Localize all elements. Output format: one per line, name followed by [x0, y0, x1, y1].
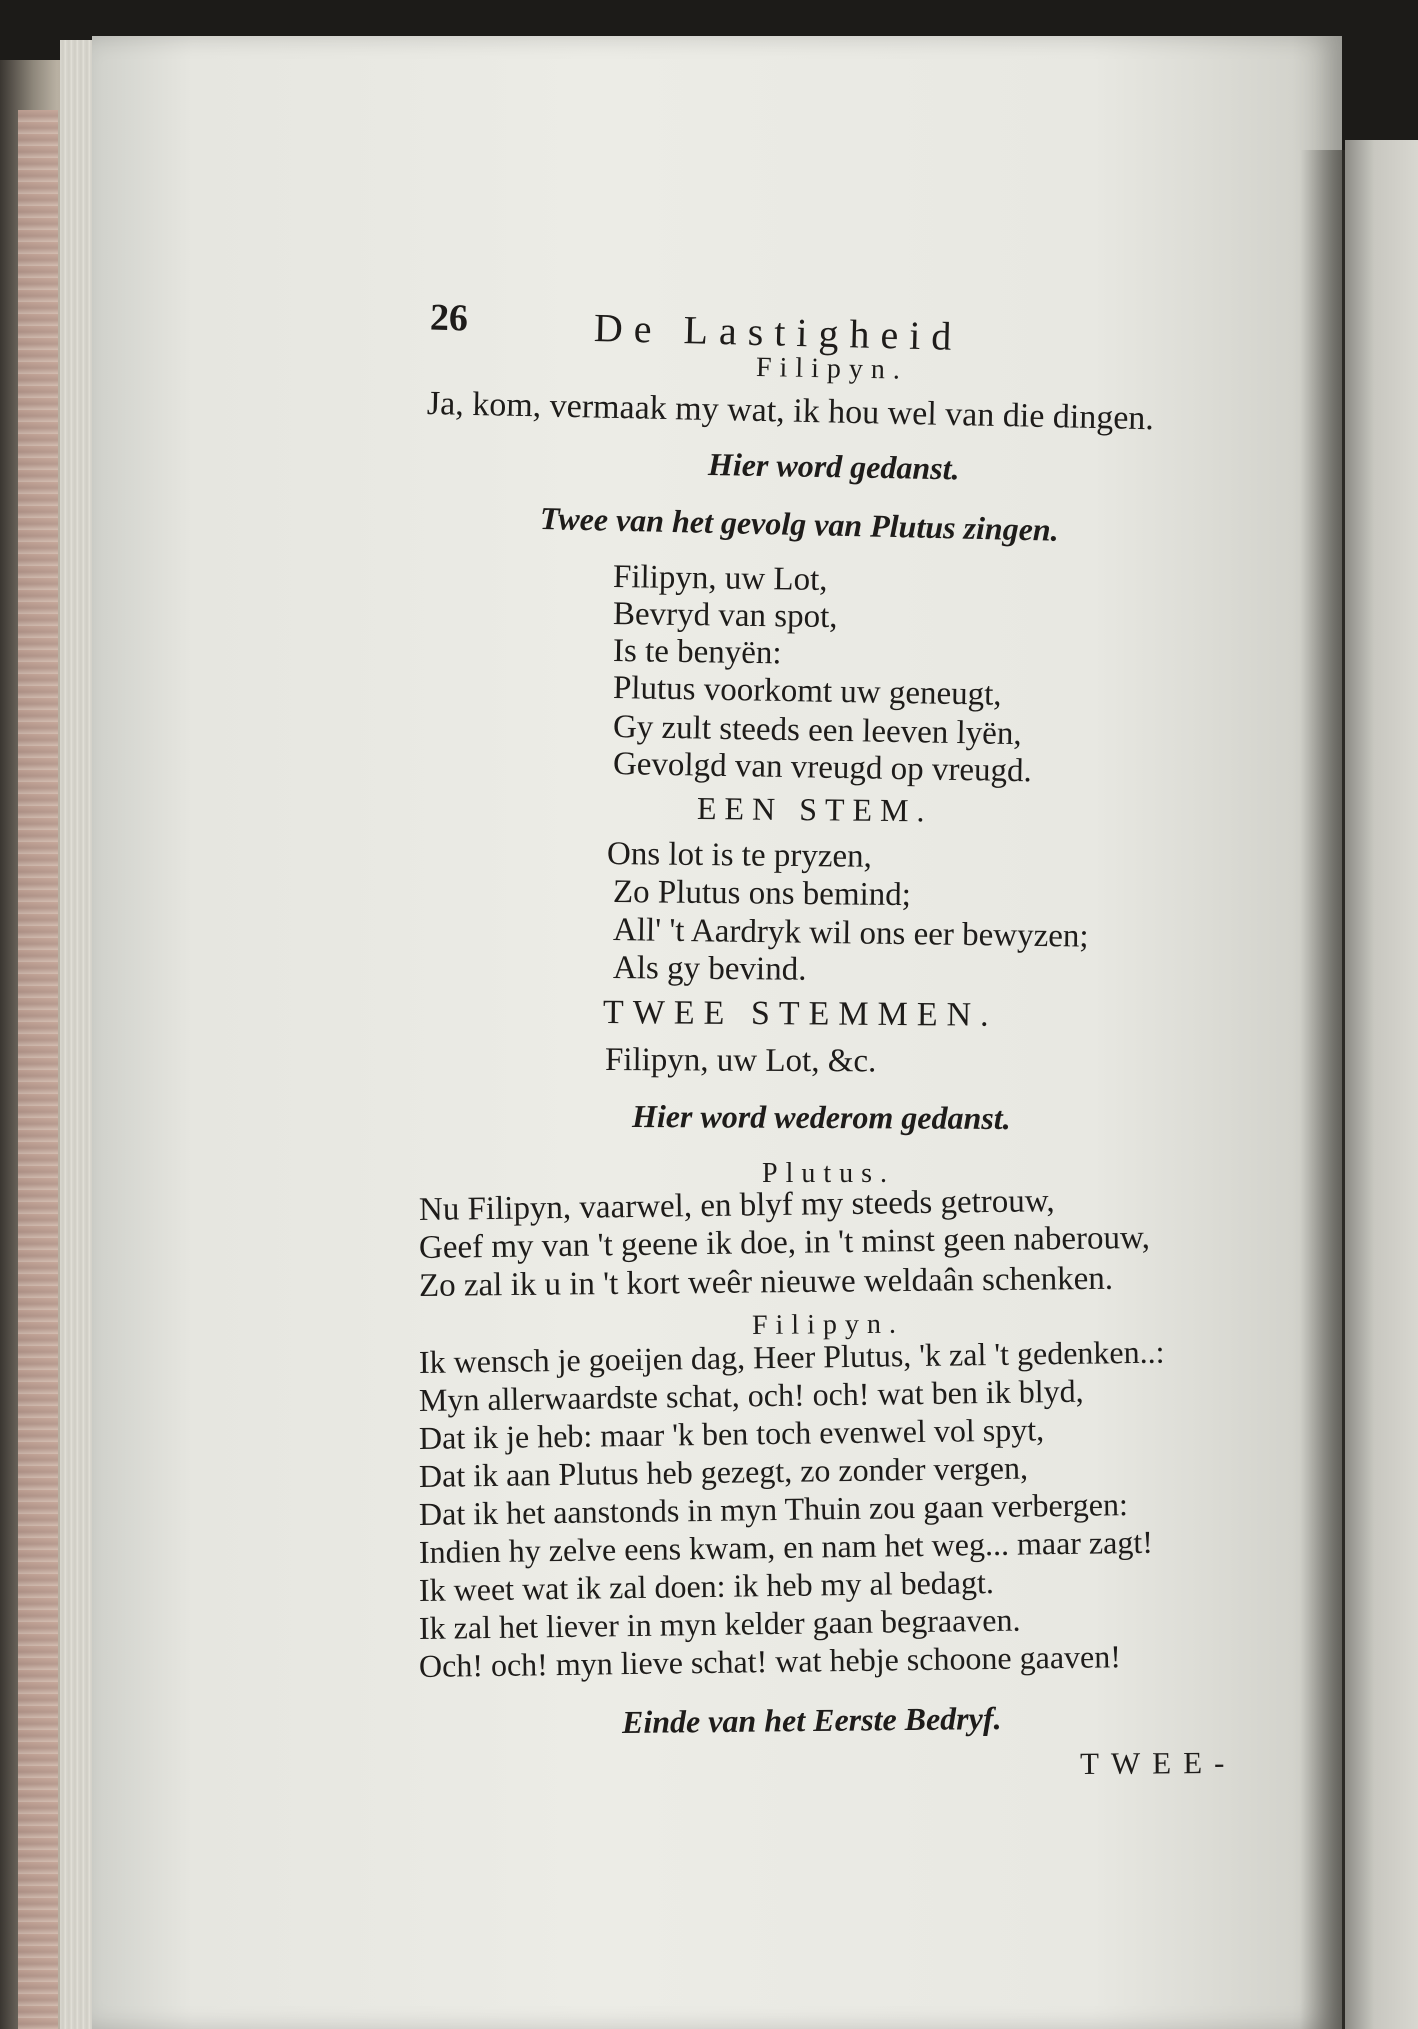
page-number: 26 — [429, 296, 469, 340]
song-line: Filipyn, uw Lot, — [612, 559, 828, 598]
song-line: Als gy bevind. — [612, 950, 807, 988]
verse-line: Ik zal het liever in myn kelder gaan begraaven. — [418, 1601, 1021, 1646]
verse-line: Nu Filipyn, vaarwel, en blyf my steeds getrouw, — [418, 1183, 1055, 1228]
speaker-name: Filipyn. — [751, 1308, 905, 1341]
song-line: Is te benyën: — [612, 633, 782, 672]
speaker-name: TWEE STEMMEN. — [602, 994, 998, 1034]
verse-line: Geef my van 't geene ik doe, in 't minst geen naberouw, — [418, 1219, 1151, 1266]
stage-direction: Hier word wederom gedanst. — [631, 1098, 1011, 1136]
book-cover-marbled-strip — [18, 110, 58, 2029]
song-line: Filipyn, uw Lot, &c. — [604, 1042, 877, 1080]
verse-line: Dat ik je heb: maar 'k ben toch evenwel vol spyt, — [418, 1411, 1045, 1456]
speaker-name: Filipyn. — [755, 352, 909, 386]
verse-line: Ik weet wat ik zal doen: ik heb my al bedagt. — [418, 1563, 995, 1608]
facing-page-edge — [1345, 140, 1418, 2029]
verse-line: Dat ik aan Plutus heb gezegt, zo zonder vergen, — [418, 1449, 1029, 1494]
song-line: Plutus voorkomt uw geneugt, — [612, 670, 1002, 713]
speaker-name: EEN STEM. — [696, 790, 933, 829]
running-title: De Lastigheid — [593, 305, 963, 359]
verse-line: Indien hy zelve eens kwam, en nam het weg... maar zagt! — [418, 1523, 1154, 1570]
speaker-name: Plutus. — [762, 1158, 896, 1189]
song-line: Gevolgd van vreugd op vreugd. — [612, 746, 1033, 790]
song-line: Bevryd van spot, — [612, 596, 838, 636]
verse-line: Zo zal ik u in 't kort weêr nieuwe weldaân schenken. — [418, 1260, 1114, 1304]
stage-direction: Twee van het gevolg van Plutus zingen. — [539, 500, 1060, 548]
stage-direction: Hier word gedanst. — [707, 446, 960, 487]
song-line: Zo Plutus ons bemind; — [612, 874, 912, 914]
song-line: All' 't Aardryk wil ons eer bewyzen; — [612, 912, 1089, 955]
verse-line: Ja, kom, vermaak my wat, ik hou wel van die dingen. — [426, 385, 1155, 438]
verse-line: Och! och! myn lieve schat! wat hebje schoone gaaven! — [418, 1638, 1122, 1684]
verse-line: Ik wensch je goeijen dag, Heer Plutus, 'k zal 't gedenken..: — [418, 1333, 1165, 1380]
act-end-note: Einde van het Eerste Bedryf. — [621, 1700, 1002, 1740]
song-line: Gy zult steeds een leeven lyën, — [612, 709, 1022, 753]
catchword: TWEE- — [1079, 1744, 1237, 1781]
verse-line: Dat ik het aanstonds in myn Thuin zou gaan verbergen: — [418, 1486, 1129, 1532]
song-line: Ons lot is te pryzen, — [606, 836, 873, 875]
verse-line: Myn allerwaardste schat, och! och! wat ben ik blyd, — [418, 1372, 1084, 1418]
